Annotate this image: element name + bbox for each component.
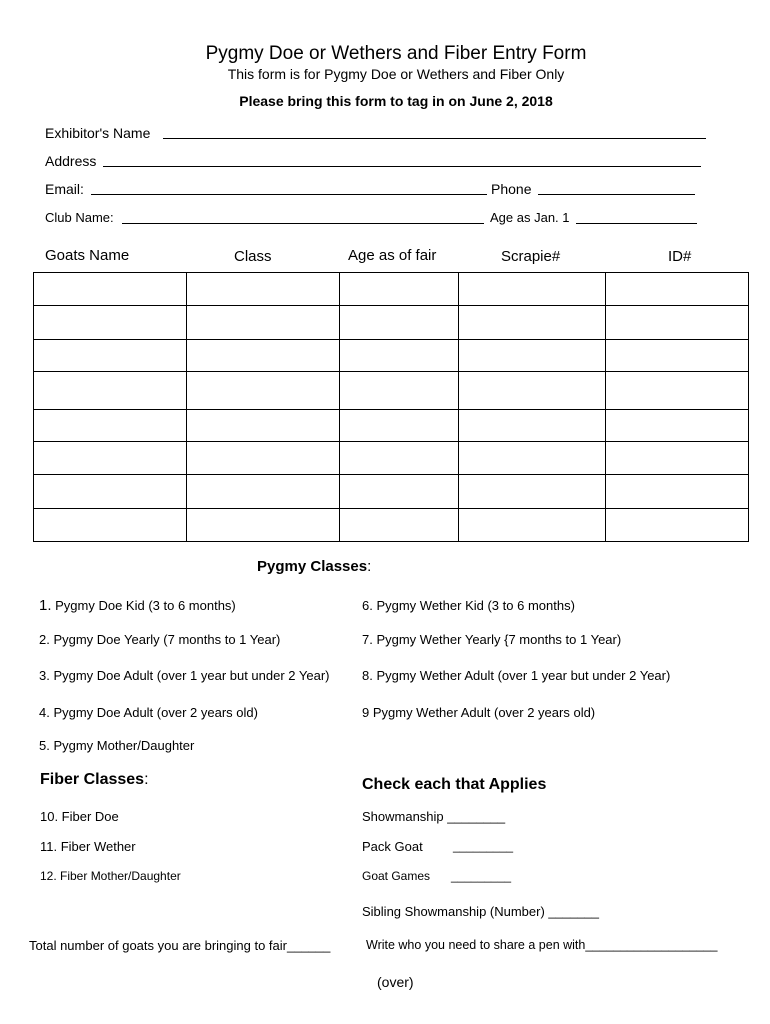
class-cell[interactable] [187,509,340,542]
col-header-scrapie: Scrapie# [501,248,561,265]
goat-entry-table [33,272,749,542]
pygmy-class-2: 2. Pygmy Doe Yearly (7 months to 1 Year) [39,632,281,647]
fiber-classes-heading [40,771,149,789]
pygmy-class-5: 5. Pygmy Mother/Daughter [39,738,195,753]
age-cell[interactable] [340,372,459,410]
class-number: 1. [39,597,52,614]
scrapie-cell[interactable] [459,306,606,340]
id-cell[interactable] [606,475,749,509]
showmanship-option[interactable]: Showmanship ________ [362,809,506,824]
class-cell[interactable] [187,475,340,509]
check-applies-heading: Check each that Applies [362,776,547,793]
goat-name-cell[interactable] [34,340,187,372]
table-row [34,306,749,340]
sibling-showmanship-option[interactable]: Sibling Showmanship (Number) _______ [362,904,600,919]
id-cell[interactable] [606,509,749,542]
table-row [34,372,749,410]
goat-name-cell[interactable] [34,410,187,442]
age-cell[interactable] [340,509,459,542]
pack-goat-label: Pack Goat [362,839,423,854]
col-header-id: ID# [668,248,692,265]
goat-name-cell[interactable] [34,273,187,306]
form-title: Pygmy Doe or Wethers and Fiber Entry Form [205,43,587,64]
table-row [34,475,749,509]
fiber-classes-heading-text: Fiber Classes [40,771,145,788]
table-row [34,340,749,372]
goat-name-cell[interactable] [34,509,187,542]
pygmy-class-9: 9 Pygmy Wether Adult (over 2 years old) [362,705,596,720]
col-header-class: Class [234,248,272,265]
scrapie-cell[interactable] [459,372,606,410]
exhibitor-name-label: Exhibitor's Name [45,125,151,141]
goat-name-cell[interactable] [34,475,187,509]
age-jan1-field[interactable] [576,223,697,224]
id-cell[interactable] [606,340,749,372]
fiber-classes-colon: : [144,771,149,788]
age-cell[interactable] [340,410,459,442]
id-cell[interactable] [606,306,749,340]
phone-field[interactable] [538,194,695,195]
email-field[interactable] [91,194,487,195]
scrapie-cell[interactable] [459,475,606,509]
over-note: (over) [377,974,414,990]
class-cell[interactable] [187,442,340,475]
pygmy-class-3: 3. Pygmy Doe Adult (over 1 year but under 2 Year) [39,668,330,683]
table-row [34,410,749,442]
age-cell[interactable] [340,340,459,372]
age-cell[interactable] [340,475,459,509]
goat-name-cell[interactable] [34,306,187,340]
club-name-label: Club Name: [45,210,114,225]
goat-name-cell[interactable] [34,372,187,410]
class-cell[interactable] [187,273,340,306]
scrapie-cell[interactable] [459,410,606,442]
total-goats-field[interactable]: Total number of goats you are bringing to fair______ [29,938,331,953]
id-cell[interactable] [606,372,749,410]
id-cell[interactable] [606,410,749,442]
pygmy-class-4: 4. Pygmy Doe Adult (over 2 years old) [39,705,258,720]
table-row [34,273,749,306]
pygmy-classes-colon: : [367,558,372,575]
class-text: Pygmy Doe Kid (3 to 6 months) [51,598,236,613]
form-subtitle: This form is for Pygmy Doe or Wethers and Fiber Only [227,66,565,82]
goat-games-label: Goat Games [362,869,431,883]
scrapie-cell[interactable] [459,273,606,306]
goat-name-cell[interactable] [34,442,187,475]
id-cell[interactable] [606,442,749,475]
fiber-class-11: 11. Fiber Wether [40,839,136,854]
scrapie-cell[interactable] [459,442,606,475]
exhibitor-name-field[interactable] [163,138,706,139]
pygmy-classes-heading [257,558,371,575]
fiber-class-10: 10. Fiber Doe [40,809,119,824]
age-cell[interactable] [340,273,459,306]
age-cell[interactable] [340,442,459,475]
share-pen-field[interactable]: Write who you need to share a pen with___________________ [366,938,718,952]
class-cell[interactable] [187,372,340,410]
address-label: Address [45,153,97,169]
scrapie-cell[interactable] [459,509,606,542]
scrapie-cell[interactable] [459,340,606,372]
tag-in-notice: Please bring this form to tag in on June 2, 2018 [239,93,553,109]
col-header-age: Age as of fair [348,247,437,264]
id-cell[interactable] [606,273,749,306]
pygmy-class-8: 8. Pygmy Wether Adult (over 1 year but under 2 Year) [362,668,671,683]
email-label: Email: [45,181,84,197]
phone-label: Phone [491,181,532,197]
address-field[interactable] [103,166,701,167]
pygmy-classes-heading-text: Pygmy Classes [257,558,368,575]
fiber-class-12: 12. Fiber Mother/Daughter [40,869,181,883]
class-cell[interactable] [187,410,340,442]
pygmy-class-7: 7. Pygmy Wether Yearly {7 months to 1 Year) [362,632,622,647]
club-name-field[interactable] [122,223,484,224]
age-jan1-label: Age as Jan. 1 [490,210,570,225]
pack-goat-blank[interactable]: _________ [453,839,514,853]
col-header-goats-name: Goats Name [45,247,130,264]
table-row [34,442,749,475]
goat-games-blank[interactable]: _________ [451,869,512,883]
table-row [34,509,749,542]
age-cell[interactable] [340,306,459,340]
pygmy-class-1 [39,597,236,614]
pygmy-class-6: 6. Pygmy Wether Kid (3 to 6 months) [362,598,575,613]
class-cell[interactable] [187,340,340,372]
class-cell[interactable] [187,306,340,340]
